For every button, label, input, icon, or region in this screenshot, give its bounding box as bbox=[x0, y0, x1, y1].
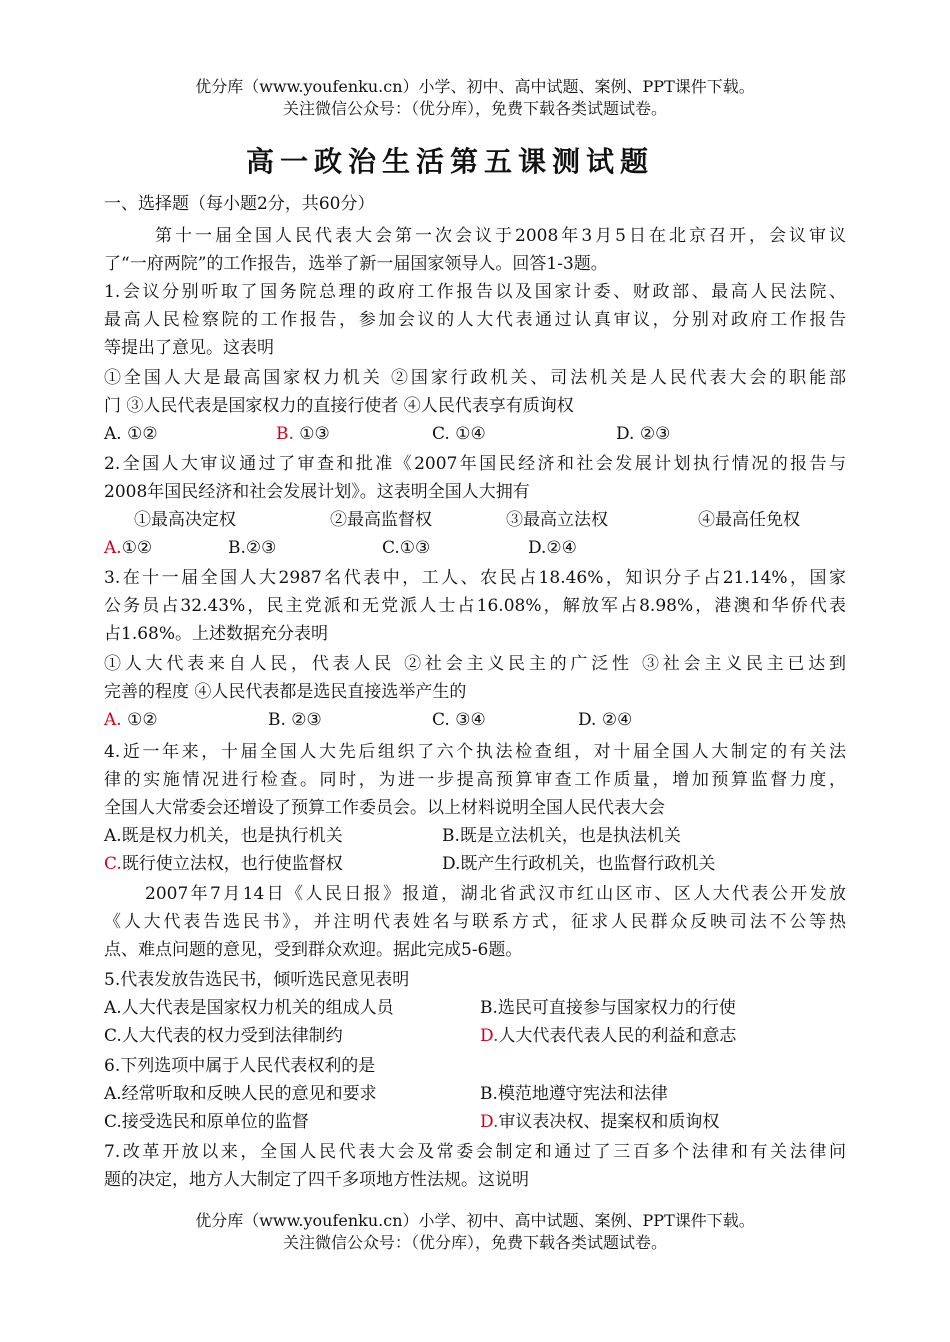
q4-option-a: A.既是权力机关，也是执行机关 bbox=[104, 826, 343, 846]
q5-option-c: C.人大代表的权力受到法律制约 bbox=[104, 1026, 343, 1046]
q4-stem-line3: 全国人大常委会还增设了预算工作委员会。以上材料说明全国人民代表大会 bbox=[104, 798, 665, 818]
q1-items-line1: ①全国人大是最高国家权力机关 ②国家行政机关、司法机关是人民代表大会的职能部 bbox=[104, 368, 846, 388]
q2-stem-line2: 2008年国民经济和社会发展计划》。这表明全国人大拥有 bbox=[104, 482, 530, 502]
q4-stem-line1: 4.近一年来，十届全国人大先后组织了六个执法检查组，对十届全国人大制定的有关法 bbox=[104, 742, 846, 762]
q7-stem-line1: 7.改革开放以来，全国人民代表大会及常委会制定和通过了三百多个法律和有关法律问 bbox=[104, 1142, 846, 1162]
q2-option-b: B.②③ bbox=[228, 538, 277, 558]
q6-stem: 6.下列选项中属于人民代表权利的是 bbox=[104, 1056, 376, 1076]
intro1-line1: 第十一届全国人民代表大会第一次会议于2008年3月5日在北京召开，会议审议 bbox=[155, 226, 846, 246]
section-heading: 一、选择题（每小题2分，共60分） bbox=[104, 194, 375, 214]
q3-stem-line2: 公务员占32.43%，民主党派和无党派人士占16.08%，解放军占8.98%，港澳和华侨代表 bbox=[104, 596, 846, 616]
q4-option-d: D.既产生行政机关，也监督行政机关 bbox=[442, 854, 716, 874]
q3-items-line2: 完善的程度 ④人民代表都是选民直接选举产生的 bbox=[104, 682, 467, 702]
q6-answer-mark: D. bbox=[480, 1112, 499, 1132]
q4-option-b: B.既是立法机关，也是执法机关 bbox=[442, 826, 681, 846]
q5-option-d: D.人大代表代表人民的利益和意志 bbox=[480, 1026, 737, 1046]
q6-option-b: B.模范地遵守宪法和法律 bbox=[480, 1084, 668, 1104]
intro2-line1: 2007年7月14日《人民日报》报道，湖北省武汉市红山区市、区人大代表公开发放 bbox=[145, 884, 846, 904]
q5-stem: 5.代表发放告选民书，倾听选民意见表明 bbox=[104, 970, 410, 990]
q2-item-2: ②最高监督权 bbox=[330, 510, 432, 530]
q3-stem-line3: 占1.68%。上述数据充分表明 bbox=[104, 624, 329, 644]
q1-answer-mark: B. bbox=[276, 424, 294, 444]
q2-item-1: ①最高决定权 bbox=[134, 510, 236, 530]
q2-stem-line1: 2.全国人大审议通过了审查和批准《2007年国民经济和社会发展计划执行情况的报告与 bbox=[104, 454, 846, 474]
q1-stem-line2: 最高人民检察院的工作报告，参加会议的人大代表通过认真审议，分别对政府工作报告 bbox=[104, 310, 846, 330]
footer-line-1: 优分库（www.youfenku.cn）小学、初中、高中试题、案例、PPT课件下载。 bbox=[195, 1211, 755, 1230]
q3-stem-line1: 3.在十一届全国人大2987名代表中，工人、农民占18.46%，知识分子占21.14%，国家 bbox=[104, 568, 846, 588]
intro2-line3: 点、难点问题的意见，受到群众欢迎。据此完成5-6题。 bbox=[104, 940, 523, 960]
q3-option-a: A. ①② bbox=[104, 710, 158, 730]
q2-option-c: C.①③ bbox=[382, 538, 431, 558]
q1-option-b: B. ①③ bbox=[276, 424, 330, 444]
q1-items-line2: 门 ③人民代表是国家权力的直接行使者 ④人民代表享有质询权 bbox=[104, 396, 574, 416]
q3-option-b: B. ②③ bbox=[268, 710, 322, 730]
q4-answer-mark: C. bbox=[104, 854, 122, 874]
q5-option-a: A.人大代表是国家权力机关的组成人员 bbox=[104, 998, 394, 1018]
intro1-line2: 了“一府两院”的工作报告，选举了新一届国家领导人。回答1-3题。 bbox=[104, 254, 608, 274]
q4-option-c: C.既行使立法权，也行使监督权 bbox=[104, 854, 343, 874]
q3-option-d: D. ②④ bbox=[578, 710, 633, 730]
q4-stem-line2: 律的实施情况进行检查。同时，为进一步提高预算审查工作质量，增加预算监督力度， bbox=[104, 770, 846, 790]
q2-option-a: A.①② bbox=[104, 538, 153, 558]
header-line-1: 优分库（www.youfenku.cn）小学、初中、高中试题、案例、PPT课件下载。 bbox=[195, 77, 755, 96]
intro2-line2: 《人大代表告选民书》，并注明代表姓名与联系方式，征求人民群众反映司法不公等热 bbox=[104, 912, 846, 932]
q2-item-4: ④最高任免权 bbox=[698, 510, 800, 530]
q1-option-c: C. ①④ bbox=[432, 424, 486, 444]
q6-option-a: A.经常听取和反映人民的意见和要求 bbox=[104, 1084, 377, 1104]
q6-option-c: C.接受选民和原单位的监督 bbox=[104, 1112, 309, 1132]
q1-option-d: D. ②③ bbox=[616, 424, 671, 444]
footer-line-2: 关注微信公众号：（优分库），免费下载各类试题试卷。 bbox=[282, 1233, 667, 1252]
q1-stem-line3: 等提出了意见。这表明 bbox=[104, 338, 274, 358]
q5-answer-mark: D. bbox=[480, 1026, 499, 1046]
q3-option-c: C. ③④ bbox=[432, 710, 486, 730]
q2-item-3: ③最高立法权 bbox=[506, 510, 608, 530]
q6-option-d: D.审议表决权、提案权和质询权 bbox=[480, 1112, 720, 1132]
header-line-2: 关注微信公众号：（优分库），免费下载各类试题试卷。 bbox=[282, 99, 667, 118]
q2-answer-mark: A. bbox=[104, 538, 122, 558]
q3-answer-mark: A. bbox=[104, 710, 122, 730]
q7-stem-line2: 题的决定，地方人大制定了四千多项地方性法规。这说明 bbox=[104, 1170, 529, 1190]
q2-option-d: D.②④ bbox=[528, 538, 577, 558]
q1-option-a: A. ①② bbox=[104, 424, 158, 444]
q1-stem-line1: 1.会议分别听取了国务院总理的政府工作报告以及国家计委、财政部、最高人民法院、 bbox=[104, 282, 846, 302]
q3-items-line1: ①人大代表来自人民，代表人民 ②社会主义民主的广泛性 ③社会主义民主已达到 bbox=[104, 654, 846, 674]
page-title: 高一政治生活第五课测试题 bbox=[245, 145, 654, 178]
q5-option-b: B.选民可直接参与国家权力的行使 bbox=[480, 998, 736, 1018]
